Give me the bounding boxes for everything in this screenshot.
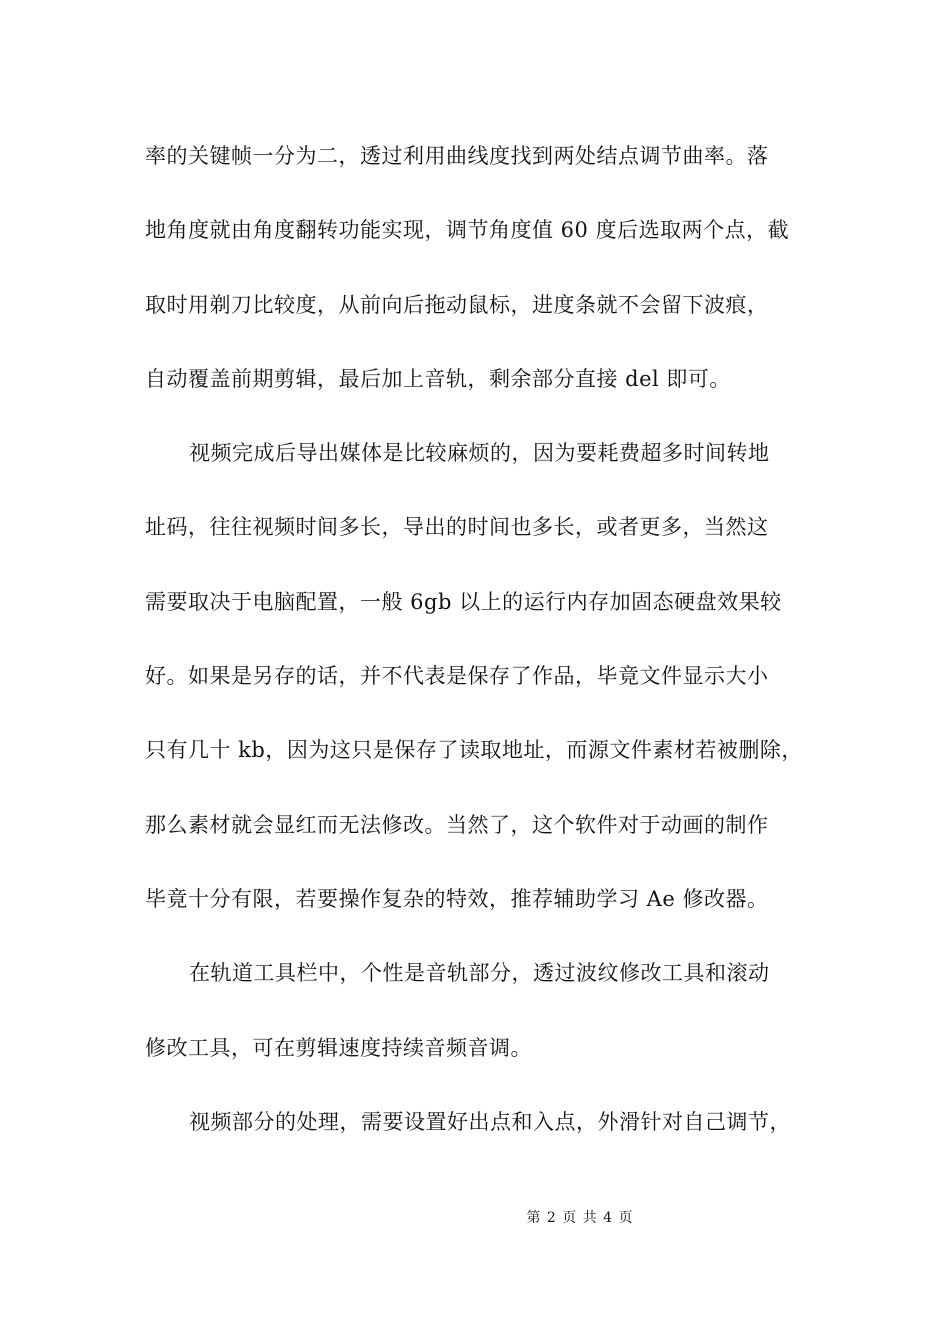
text-line: 那么素材就会显红而无法修改。当然了，这个软件对于动画的制作 — [145, 812, 769, 837]
page-number-footer: 第 2 页 共 4 页 — [526, 1210, 634, 1226]
text-line: 好。如果是另存的话，并不代表是保存了作品，毕竟文件显示大小 — [145, 664, 769, 689]
text-line: 地角度就由角度翻转功能实现，调节角度值 60 度后选取两个点，截 — [145, 218, 790, 243]
text-line: 址码，往往视频时间多长，导出的时间也多长，或者更多，当然这 — [145, 515, 769, 540]
text-line: 在轨道工具栏中，个性是音轨部分，透过波纹修改工具和滚动 — [189, 961, 770, 986]
text-line: 修改工具，可在剪辑速度持续音频音调。 — [145, 1035, 532, 1060]
text-line: 需要取决于电脑配置，一般 6gb 以上的运行内存加固态硬盘效果较 — [145, 589, 782, 614]
text-line: 毕竟十分有限，若要操作复杂的特效，推荐辅助学习 Ae 修改器。 — [145, 886, 769, 911]
text-line: 取时用剃刀比较度，从前向后拖动鼠标，进度条就不会留下波痕， — [145, 292, 769, 317]
document-body — [145, 134, 810, 1174]
text-line: 视频部分的处理，需要设置好出点和入点，外滑针对自己调节， — [189, 1109, 791, 1134]
text-line: 视频完成后导出媒体是比较麻烦的，因为要耗费超多时间转地 — [189, 441, 770, 466]
text-line: 率的关键帧一分为二，透过利用曲线度找到两处结点调节曲率。落 — [145, 144, 769, 168]
text-line: 只有几十 kb，因为这只是保存了读取地址，而源文件素材若被删除， — [145, 738, 803, 763]
text-line: 自动覆盖前期剪辑，最后加上音轨，剩余部分直接 del 即可。 — [145, 366, 731, 391]
